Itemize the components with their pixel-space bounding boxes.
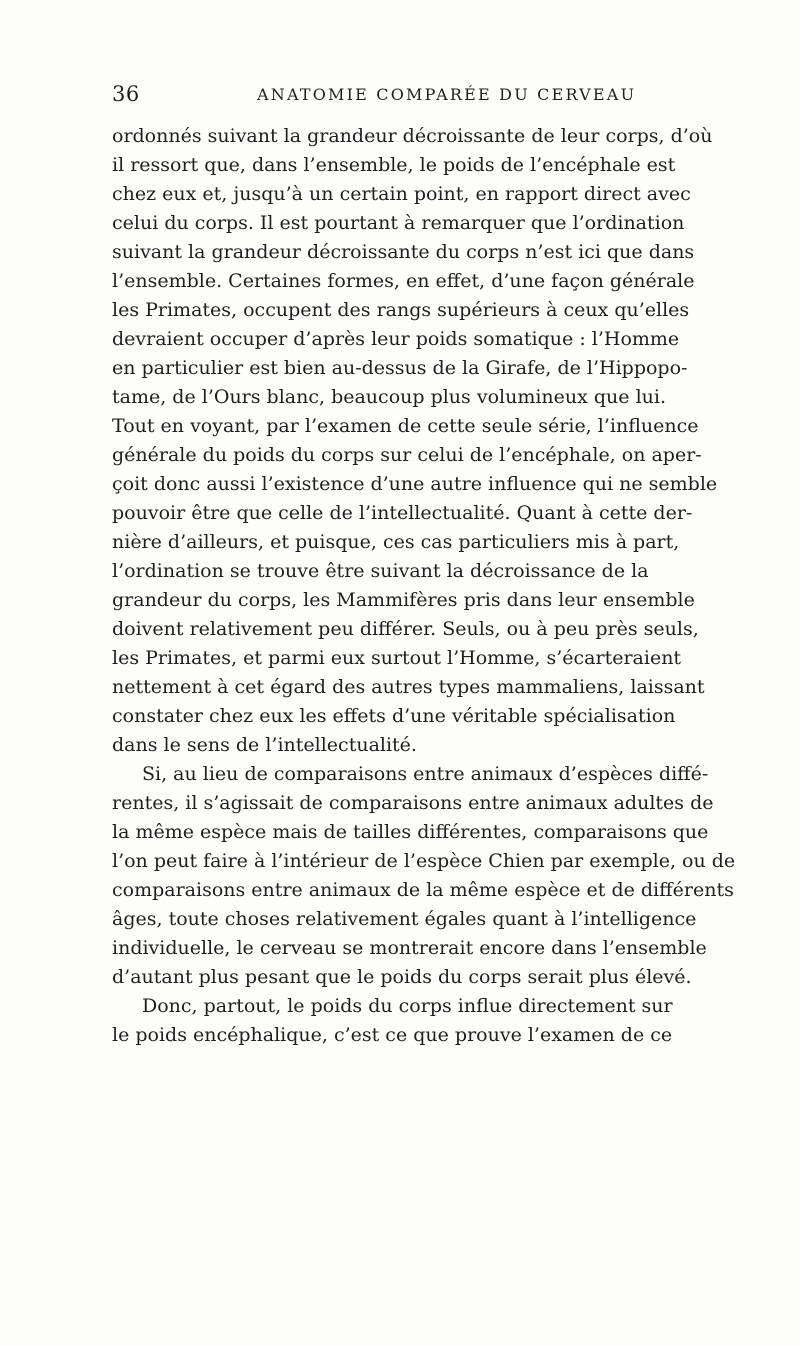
text-line: chez eux et, jusqu’à un certain point, en rapport direct avec bbox=[112, 183, 691, 205]
text-line: les Primates, occupent des rangs supérieurs à ceux qu’elles bbox=[112, 299, 690, 321]
text-line: çoit donc aussi l’existence d’une autre influence qui ne semble bbox=[112, 473, 718, 495]
text-line: le poids encéphalique, c’est ce que prouve l’examen de ce bbox=[112, 1024, 673, 1046]
text-line: il ressort que, dans l’ensemble, le poids de l’encéphale est bbox=[112, 154, 676, 176]
text-line: doivent relativement peu différer. Seuls, ou à peu près seuls, bbox=[112, 618, 699, 640]
text-line: Tout en voyant, par l’examen de cette seule série, l’influence bbox=[112, 415, 699, 437]
paragraph bbox=[112, 992, 800, 1050]
body-text bbox=[112, 122, 800, 1050]
text-line: en particulier est bien au-dessus de la Girafe, de l’Hippopo- bbox=[112, 357, 688, 379]
text-line: nière d’ailleurs, et puisque, ces cas particuliers mis à part, bbox=[112, 531, 680, 553]
text-line: comparaisons entre animaux de la même espèce et de différents bbox=[112, 879, 734, 901]
running-head: ANATOMIE COMPARÉE DU CERVEAU bbox=[257, 85, 637, 104]
text-line: celui du corps. Il est pourtant à remarquer que l’ordination bbox=[112, 212, 685, 234]
text-line: dans le sens de l’intellectualité. bbox=[112, 734, 417, 756]
paragraph bbox=[112, 122, 800, 760]
text-line: rentes, il s’agissait de comparaisons entre animaux adultes de bbox=[112, 792, 714, 814]
text-line: l’on peut faire à l’intérieur de l’espèce Chien par exemple, ou de bbox=[112, 850, 736, 872]
text-line: l’ordination se trouve être suivant la décroissance de la bbox=[112, 560, 649, 582]
page-header bbox=[112, 82, 692, 112]
text-line: l’ensemble. Certaines formes, en effet, d’une façon générale bbox=[112, 270, 695, 292]
text-line: individuelle, le cerveau se montrerait encore dans l’ensemble bbox=[112, 937, 707, 959]
text-line: générale du poids du corps sur celui de l’encéphale, on aper- bbox=[112, 444, 702, 466]
text-line: Donc, partout, le poids du corps influe directement sur bbox=[142, 995, 673, 1017]
text-line: tame, de l’Ours blanc, beaucoup plus volumineux que lui. bbox=[112, 386, 666, 408]
text-line: grandeur du corps, les Mammifères pris dans leur ensemble bbox=[112, 589, 695, 611]
text-line: les Primates, et parmi eux surtout l’Homme, s’écarteraient bbox=[112, 647, 682, 669]
page-number: 36 bbox=[112, 82, 140, 106]
text-line: devraient occuper d’après leur poids somatique : l’Homme bbox=[112, 328, 680, 350]
text-line: d’autant plus pesant que le poids du corps serait plus élevé. bbox=[112, 966, 692, 988]
text-line: nettement à cet égard des autres types mammaliens, laissant bbox=[112, 676, 705, 698]
text-line: suivant la grandeur décroissante du corps n’est ici que dans bbox=[112, 241, 695, 263]
text-line: Si, au lieu de comparaisons entre animaux d’espèces diffé- bbox=[142, 763, 709, 785]
paragraph bbox=[112, 760, 800, 992]
text-line: la même espèce mais de tailles différentes, comparaisons que bbox=[112, 821, 709, 843]
text-line: âges, toute choses relativement égales quant à l’intelligence bbox=[112, 908, 697, 930]
text-line: pouvoir être que celle de l’intellectualité. Quant à cette der- bbox=[112, 502, 693, 524]
text-line: ordonnés suivant la grandeur décroissante de leur corps, d’où bbox=[112, 125, 713, 147]
text-line: constater chez eux les effets d’une véritable spécialisation bbox=[112, 705, 676, 727]
